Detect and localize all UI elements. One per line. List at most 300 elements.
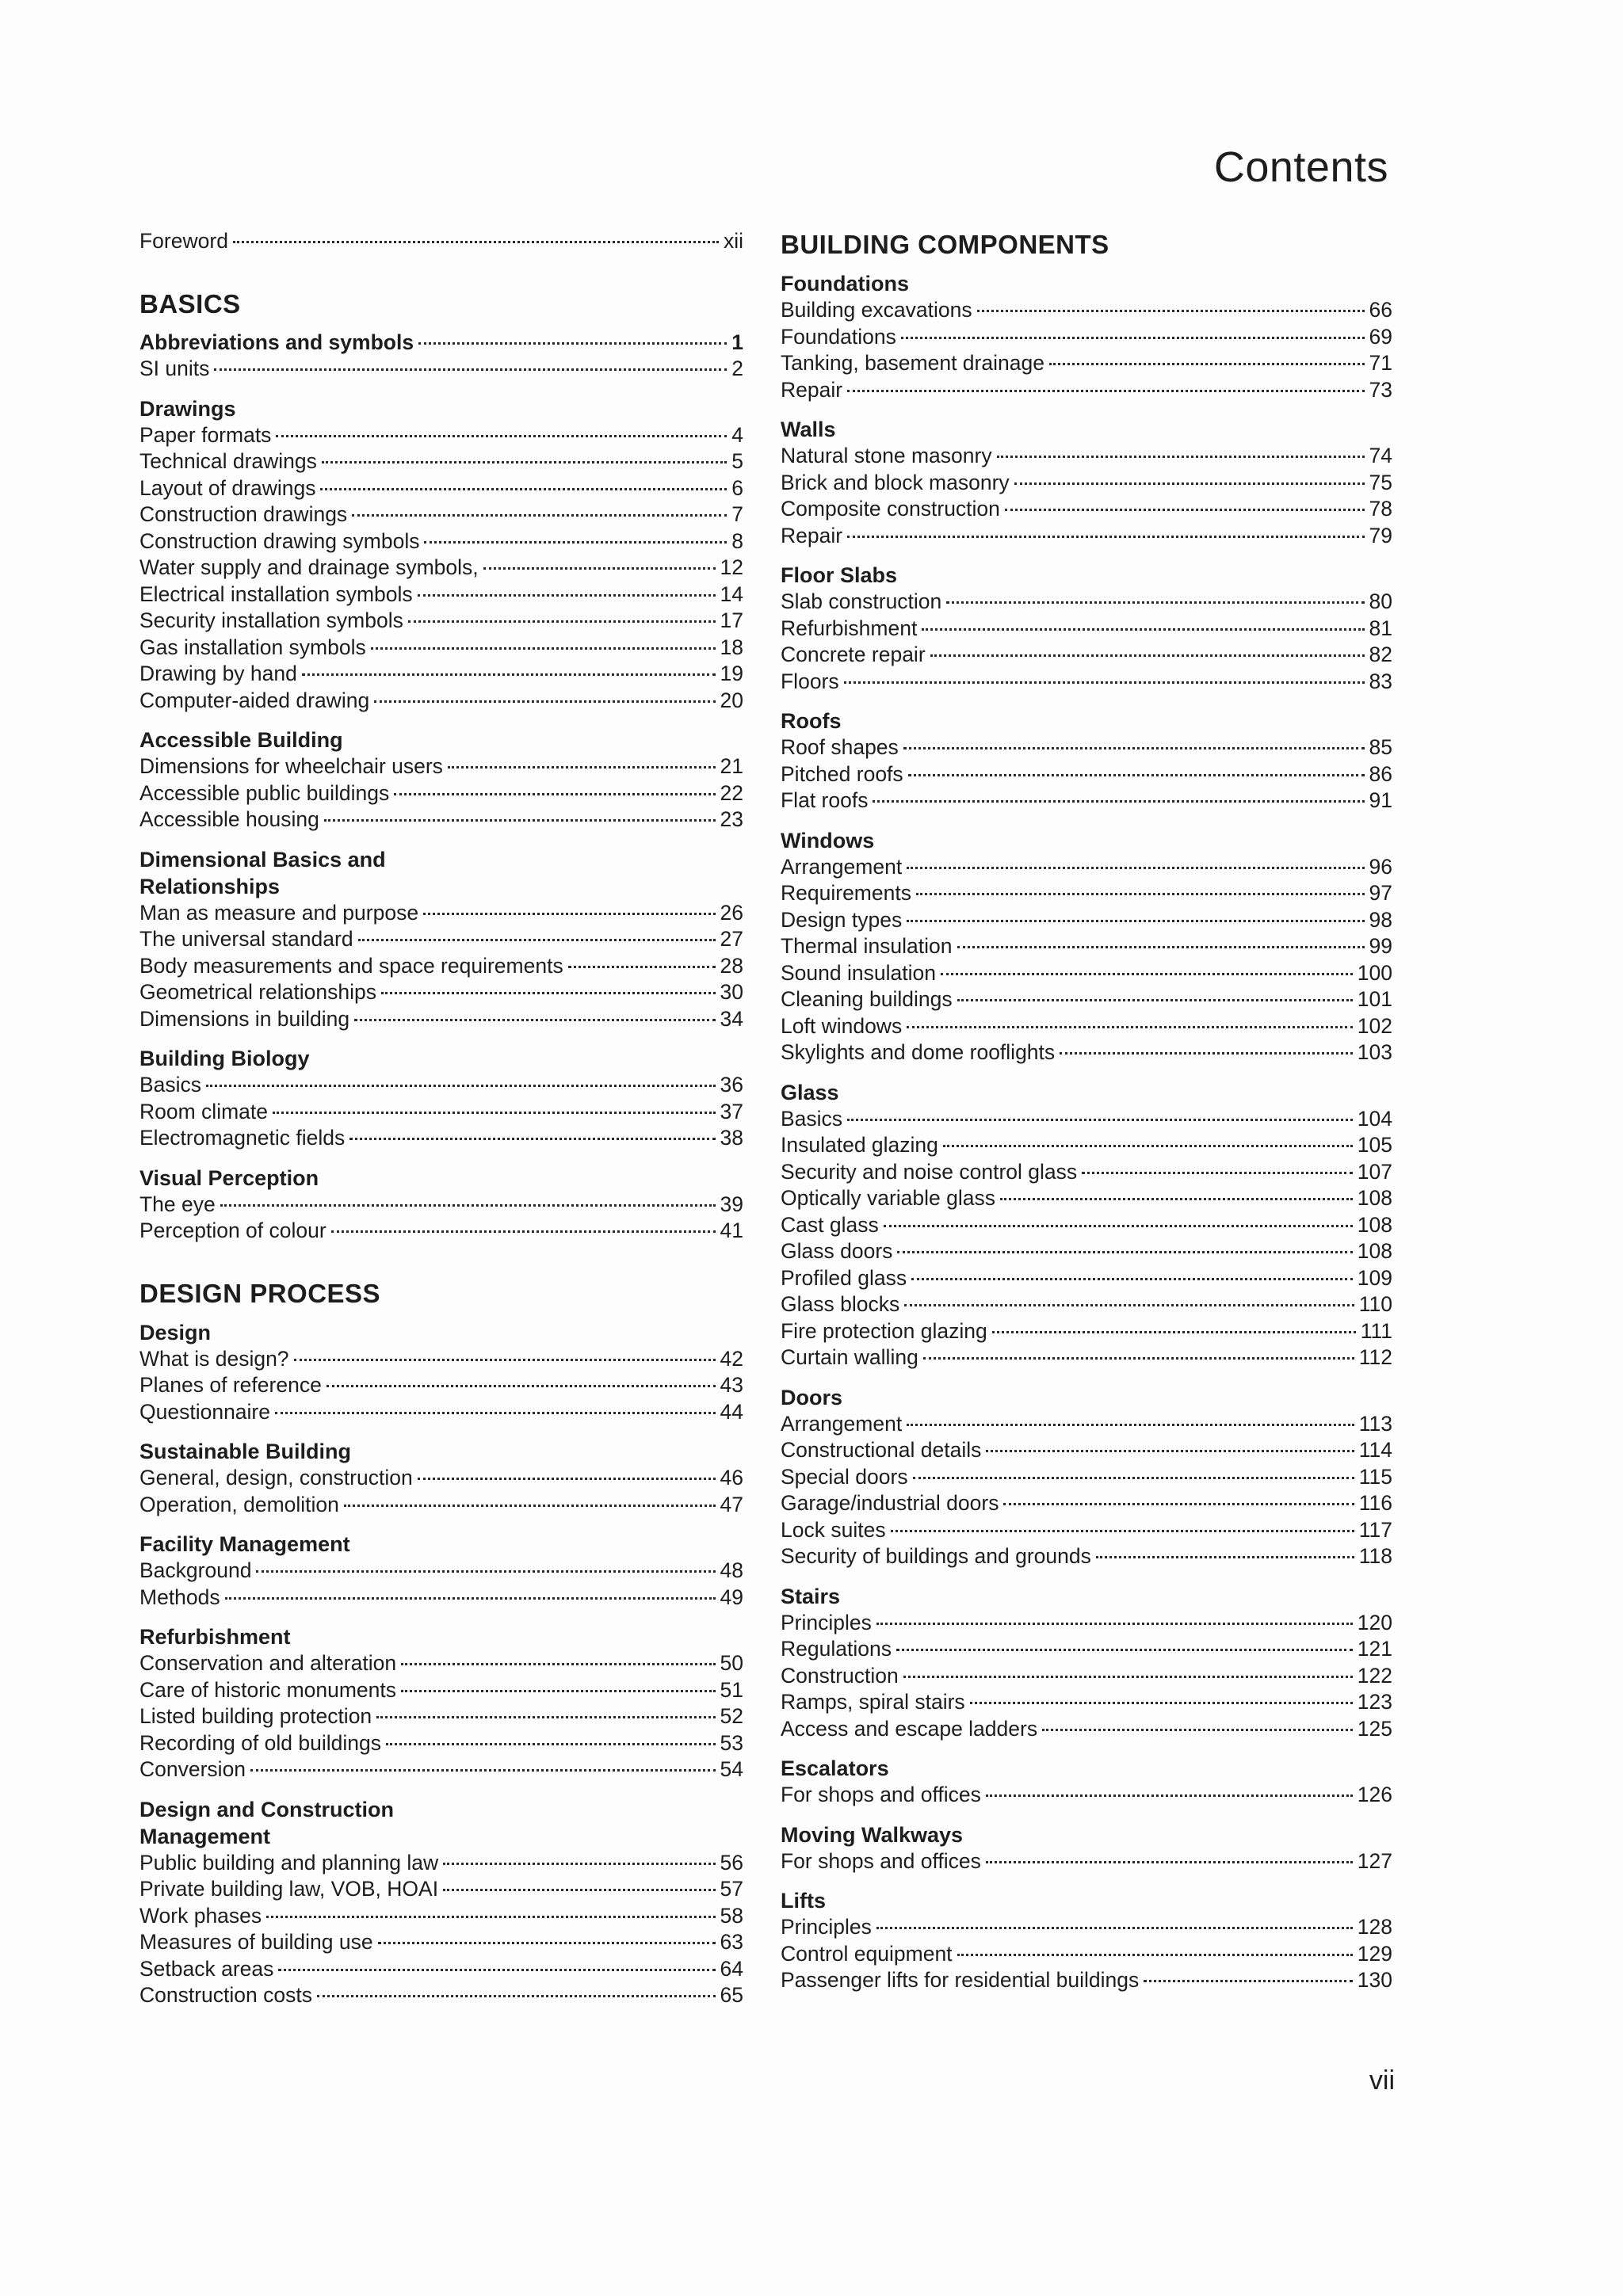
entry-title: Natural stone masonry [781, 444, 992, 467]
entry-title: Ramps, spiral stairs [781, 1690, 965, 1714]
toc-entry[interactable] [139, 926, 743, 953]
entry-title: Dimensions for wheelchair users [139, 754, 443, 778]
toc-section [781, 270, 1392, 403]
section-title: Doors [781, 1385, 843, 1409]
section-title: Dimensional Basics and Relationships [139, 847, 386, 898]
entry-page: 54 [720, 1757, 743, 1781]
entry-page: 125 [1357, 1716, 1392, 1741]
toc-section [781, 827, 1392, 1066]
section-title: Roofs [781, 709, 842, 733]
toc-section [139, 727, 743, 833]
dot-leader [913, 1477, 1354, 1479]
toc-entry[interactable] [139, 422, 743, 449]
entry-page: 6 [731, 475, 743, 500]
toc-entry[interactable] [781, 1543, 1392, 1570]
toc-entry[interactable] [781, 350, 1392, 377]
toc-entry[interactable] [139, 502, 743, 528]
entry-title: Measures of building use [139, 1930, 373, 1954]
dot-leader [275, 1412, 716, 1414]
entry-title: Room climate [139, 1099, 268, 1123]
dot-leader [922, 628, 1364, 631]
toc-entry[interactable] [781, 1039, 1392, 1066]
dot-leader [896, 1649, 1353, 1651]
toc-section [781, 1887, 1392, 1994]
dot-leader [844, 681, 1365, 684]
entry-title: Security of buildings and grounds [781, 1544, 1091, 1568]
toc-entry[interactable] [781, 523, 1392, 550]
toc-section [139, 1165, 743, 1245]
entry-title: Man as measure and purpose [139, 900, 419, 925]
dot-leader [1049, 363, 1365, 365]
entry-title: SI units [139, 357, 210, 380]
toc-entry[interactable] [139, 1218, 743, 1245]
entry-page: 108 [1357, 1212, 1392, 1237]
toc-entry[interactable] [139, 635, 743, 662]
toc-entry[interactable] [139, 1730, 743, 1757]
toc-entry[interactable] [781, 1437, 1392, 1464]
toc-entry[interactable] [139, 1346, 743, 1373]
entry-page: 34 [720, 1006, 743, 1031]
toc-entry[interactable] [781, 1238, 1392, 1265]
dot-leader [957, 946, 1365, 948]
entry-page: 57 [720, 1877, 743, 1901]
entry-page: 103 [1357, 1040, 1392, 1064]
entry-title: Background [139, 1558, 252, 1582]
toc-entry[interactable] [139, 330, 743, 357]
entry-page: 65 [720, 1983, 743, 2007]
toc-entry[interactable] [781, 1291, 1392, 1318]
dot-leader [907, 1026, 1353, 1028]
toc-entry[interactable] [781, 616, 1392, 643]
entry-page: 14 [720, 582, 743, 606]
dot-leader [876, 1927, 1353, 1929]
toc-entry[interactable] [781, 470, 1392, 497]
toc-entry[interactable] [781, 1941, 1392, 1968]
dot-leader [317, 1995, 716, 1997]
dot-leader [423, 913, 715, 915]
entry-title: Electrical installation symbols [139, 582, 413, 606]
toc-entry[interactable] [139, 1192, 743, 1219]
dot-leader [847, 1119, 1353, 1121]
entry-page: 130 [1357, 1968, 1392, 1992]
entry-page: 100 [1357, 960, 1392, 985]
section-title: Moving Walkways [781, 1822, 964, 1847]
dot-leader [977, 310, 1365, 312]
entry-page: 113 [1358, 1411, 1392, 1436]
dot-leader [276, 435, 727, 437]
entry-title: Basics [781, 1106, 843, 1131]
entry-title: Accessible public buildings [139, 780, 390, 805]
entry-page: 128 [1357, 1915, 1392, 1939]
toc-entry[interactable] [139, 1677, 743, 1704]
entry-page: 2 [731, 357, 743, 380]
toc-entry[interactable] [781, 642, 1392, 669]
entry-title: Glass blocks [781, 1292, 900, 1316]
entry-page: 121 [1357, 1637, 1392, 1661]
toc-entry[interactable] [781, 788, 1392, 814]
toc-entry[interactable] [781, 1716, 1392, 1743]
dot-leader [278, 1969, 715, 1971]
entry-title: Arrangement [781, 1411, 903, 1436]
dot-leader [327, 1385, 716, 1387]
entry-title: Repair [781, 523, 843, 547]
toc-entry[interactable] [781, 907, 1392, 934]
entry-page: 75 [1369, 470, 1392, 494]
dot-leader [225, 1597, 716, 1600]
toc-entry[interactable] [781, 1663, 1392, 1690]
dot-leader [903, 1676, 1353, 1678]
entry-title: Cleaning buildings [781, 987, 953, 1011]
entry-title: Floors [781, 669, 839, 693]
entry-title: For shops and offices [781, 1783, 981, 1806]
toc-entry[interactable] [781, 1132, 1392, 1159]
toc-entry[interactable] [781, 761, 1392, 788]
toc-entry[interactable] [781, 1782, 1392, 1809]
toc-entry[interactable] [139, 780, 743, 807]
toc-entry[interactable] [781, 1106, 1392, 1133]
toc-entry[interactable] [781, 496, 1392, 523]
dot-leader [424, 541, 727, 543]
toc-entry[interactable] [139, 1465, 743, 1492]
entry-page: 39 [720, 1192, 743, 1216]
entry-title: Conversion [139, 1757, 246, 1781]
entry-page: 37 [720, 1099, 743, 1123]
dot-leader [903, 747, 1365, 749]
toc-entry[interactable] [139, 1072, 743, 1099]
dot-leader [233, 241, 719, 243]
toc-entry[interactable] [139, 608, 743, 635]
entry-page: 17 [720, 608, 743, 632]
entry-title: Glass doors [781, 1239, 893, 1263]
dot-leader [970, 1702, 1353, 1704]
entry-page: 74 [1369, 444, 1392, 467]
entry-title: Electromagnetic fields [139, 1126, 346, 1150]
entry-page: 118 [1358, 1544, 1392, 1568]
toc-section [139, 1531, 743, 1611]
entry-title: Loft windows [781, 1013, 903, 1038]
toc-entry[interactable] [139, 1703, 743, 1730]
entry-page: 23 [720, 807, 743, 831]
entry-title: Design types [781, 907, 903, 932]
toc-entry[interactable] [781, 1517, 1392, 1544]
entry-page: 85 [1369, 735, 1392, 759]
toc-entry[interactable] [139, 356, 743, 383]
section-title: Facility Management [139, 1532, 350, 1556]
toc-entry[interactable] [781, 324, 1392, 351]
dot-leader [891, 1530, 1354, 1532]
entry-page: 123 [1357, 1690, 1392, 1714]
section-title: Drawings [139, 396, 236, 421]
section-title: Walls [781, 418, 836, 441]
toc-entry[interactable] [781, 1848, 1392, 1875]
entry-page: 41 [720, 1219, 743, 1242]
toc-entry[interactable] [781, 1212, 1392, 1239]
entry-page: 73 [1369, 377, 1392, 402]
toc-entry[interactable] [139, 1903, 743, 1930]
toc-entry[interactable] [139, 1492, 743, 1519]
section-title: Visual Perception [139, 1165, 319, 1190]
dot-leader [374, 700, 715, 703]
section-title: Windows [781, 828, 875, 852]
dot-leader [401, 1690, 715, 1692]
entry-title: Layout of drawings [139, 475, 316, 500]
entry-title: Foreword [139, 229, 228, 253]
toc-entry[interactable] [781, 1689, 1392, 1716]
dot-leader [992, 1331, 1356, 1333]
entry-page: 19 [720, 662, 743, 685]
dot-leader [873, 800, 1364, 803]
right-parts [781, 229, 1392, 1994]
dot-leader [884, 1225, 1353, 1227]
dot-leader [908, 774, 1365, 776]
toc-entry[interactable] [139, 1756, 743, 1783]
entry-title: Construction costs [139, 1983, 312, 2007]
toc-section [781, 416, 1392, 549]
toc-entry[interactable] [139, 753, 743, 780]
toc-entry[interactable] [781, 1464, 1392, 1491]
toc-entry[interactable] [781, 734, 1392, 761]
part-heading: BUILDING COMPONENTS [781, 230, 1109, 259]
entry-title: Setback areas [139, 1956, 274, 1981]
entry-title: Security installation symbols [139, 608, 403, 632]
toc-entry[interactable] [781, 1159, 1392, 1186]
entry-page: 111 [1360, 1318, 1392, 1343]
entry-title: Private building law, VOB, HOAI [139, 1877, 439, 1901]
dot-leader [923, 1357, 1354, 1360]
entry-page: 20 [720, 688, 743, 712]
toc-entry[interactable] [781, 1344, 1392, 1371]
entry-title: Security and noise control glass [781, 1159, 1078, 1184]
toc-entry[interactable] [781, 1318, 1392, 1345]
entry-page: 112 [1358, 1345, 1392, 1369]
toc-entry[interactable] [781, 1265, 1392, 1292]
dot-leader [907, 1424, 1354, 1426]
dot-leader [1082, 1172, 1353, 1174]
toc-section [139, 1623, 743, 1783]
dot-leader [381, 992, 716, 994]
dot-leader [1144, 1980, 1353, 1982]
entry-title: Building excavations [781, 298, 972, 322]
entry-page: 42 [720, 1346, 743, 1371]
dot-leader [901, 337, 1365, 339]
toc-entry[interactable] [781, 443, 1392, 470]
dot-leader [220, 1204, 716, 1207]
dot-leader [1003, 1503, 1354, 1505]
toc-entry[interactable] [781, 669, 1392, 696]
toc-entry[interactable] [139, 582, 743, 608]
dot-leader [418, 594, 716, 597]
toc-entry[interactable] [781, 1490, 1392, 1517]
entry-title: Concrete repair [781, 643, 926, 666]
dot-leader [386, 1743, 716, 1745]
dot-leader [943, 1145, 1353, 1147]
part-heading: DESIGN PROCESS [139, 1278, 381, 1308]
toc-entry[interactable] [139, 688, 743, 715]
entry-title: Construction [781, 1663, 899, 1688]
entry-title: Body measurements and space requirements [139, 953, 563, 978]
entry-title: Lock suites [781, 1517, 886, 1542]
toc-entry[interactable] [781, 933, 1392, 960]
entry-title: Geometrical relationships [139, 980, 376, 1004]
entry-title: Skylights and dome rooflights [781, 1040, 1056, 1064]
entry-page: 52 [720, 1704, 743, 1728]
dot-leader [448, 766, 716, 769]
entry-title: Tanking, basement drainage [781, 351, 1044, 375]
entry-title: Principles [781, 1610, 872, 1634]
dot-leader [1096, 1556, 1354, 1558]
entry-page: 114 [1358, 1438, 1392, 1462]
entry-page: 78 [1369, 497, 1392, 521]
entry-title: Cast glass [781, 1212, 879, 1237]
toc-entry[interactable] [781, 1013, 1392, 1040]
toc-entry[interactable] [781, 854, 1392, 881]
toc-entry[interactable] [781, 297, 1392, 324]
entry-page: 69 [1369, 324, 1392, 349]
toc-entry[interactable] [139, 900, 743, 927]
toc-entry[interactable] [139, 1125, 743, 1152]
entry-title: Garage/industrial doors [781, 1491, 999, 1515]
entry-page: 47 [720, 1492, 743, 1516]
section-title: Accessible Building [139, 728, 343, 752]
entry-title: Planes of reference [139, 1373, 322, 1397]
dot-leader [250, 1769, 715, 1772]
toc-entry[interactable] [139, 1956, 743, 1983]
entry-page: 98 [1369, 907, 1392, 932]
toc-entry[interactable] [139, 1399, 743, 1426]
dot-leader [354, 1019, 715, 1021]
left-parts [139, 288, 743, 2009]
foreword-entry [139, 228, 743, 255]
entry-page: 27 [720, 927, 743, 951]
toc-section [781, 562, 1392, 695]
dot-leader [941, 973, 1353, 975]
entry-title: Passenger lifts for residential buildings [781, 1968, 1140, 1992]
toc-section [781, 1821, 1392, 1875]
toc-section [781, 1583, 1392, 1743]
dot-leader [957, 999, 1353, 1001]
toc-entry[interactable] [781, 1636, 1392, 1663]
toc-entry[interactable] [139, 448, 743, 475]
dot-leader [206, 1085, 715, 1087]
toc-entry[interactable] [781, 589, 1392, 616]
dot-leader [907, 867, 1364, 869]
entry-title: Sound insulation [781, 960, 936, 985]
entry-title: Slab construction [781, 589, 942, 613]
toc-entry[interactable] [781, 1185, 1392, 1212]
dot-leader [331, 1230, 716, 1233]
entry-page: 36 [720, 1073, 743, 1097]
toc-entry[interactable] [139, 1372, 743, 1399]
entry-page: 129 [1357, 1941, 1392, 1966]
entry-title: Listed building protection [139, 1704, 372, 1728]
dot-leader [371, 647, 716, 650]
entry-page: 56 [720, 1850, 743, 1875]
toc-entry[interactable] [139, 1850, 743, 1877]
toc-entry[interactable] [139, 1982, 743, 2009]
toc-entry[interactable] [139, 528, 743, 555]
dot-leader [907, 920, 1364, 922]
section-title: Stairs [781, 1584, 841, 1608]
page-number: vii [1369, 2065, 1395, 2096]
dot-leader [904, 1304, 1354, 1306]
entry-title: Arrangement [781, 854, 903, 879]
toc-entry[interactable] [781, 880, 1392, 907]
section-title: Floor Slabs [781, 563, 898, 587]
toc-entry[interactable] [139, 807, 743, 833]
toc-entry[interactable] [139, 661, 743, 688]
dot-leader [1060, 1052, 1353, 1055]
toc-entry[interactable] [139, 1099, 743, 1126]
toc-entry[interactable] [139, 1558, 743, 1585]
toc-section [139, 1045, 743, 1152]
toc-entry[interactable] [139, 953, 743, 980]
toc-entry[interactable] [139, 1929, 743, 1956]
toc-entry[interactable] [781, 1411, 1392, 1438]
entry-title: Construction drawings [139, 502, 348, 526]
entry-page: 58 [720, 1903, 743, 1928]
toc-entry[interactable] [781, 1967, 1392, 1994]
entry-title: For shops and offices [781, 1848, 981, 1873]
entry-page: 97 [1369, 881, 1392, 905]
entry-page: 115 [1358, 1464, 1392, 1489]
toc-entry[interactable] [139, 1585, 743, 1611]
toc-entry[interactable] [139, 1876, 743, 1903]
entry-page: 83 [1369, 669, 1392, 693]
entry-title: Accessible housing [139, 807, 319, 831]
entry-title: Roof shapes [781, 735, 899, 759]
toc-entry[interactable] [139, 228, 743, 255]
toc-entry[interactable] [781, 1914, 1392, 1941]
entry-page: 5 [731, 449, 743, 473]
entry-title: Technical drawings [139, 449, 317, 473]
entry-title: Abbreviations and symbols [139, 330, 414, 354]
dot-leader [916, 893, 1365, 895]
toc-entry[interactable] [139, 979, 743, 1006]
dot-leader [897, 1251, 1352, 1253]
entry-page: 120 [1357, 1610, 1392, 1634]
entry-page: 99 [1369, 934, 1392, 958]
dot-leader [401, 1663, 715, 1665]
entry-page: 108 [1357, 1239, 1392, 1263]
entry-title: Foundations [781, 324, 896, 349]
toc-entry[interactable] [781, 1610, 1392, 1637]
entry-page: 50 [720, 1651, 743, 1675]
page-title: Contents [1213, 143, 1388, 191]
toc-entry[interactable] [139, 1650, 743, 1677]
toc-entry[interactable] [781, 986, 1392, 1013]
toc-entry[interactable] [781, 960, 1392, 987]
entry-page: 18 [720, 635, 743, 659]
entry-page: 51 [720, 1677, 743, 1702]
toc-entry[interactable] [781, 377, 1392, 404]
entry-title: General, design, construction [139, 1466, 413, 1489]
toc-entry[interactable] [139, 555, 743, 582]
dot-leader [930, 654, 1365, 657]
entry-page: 109 [1357, 1265, 1392, 1290]
dot-leader [214, 368, 727, 371]
dot-leader [997, 456, 1365, 458]
toc-entry[interactable] [139, 1006, 743, 1033]
entry-page: 21 [720, 754, 743, 778]
dot-leader [294, 1359, 716, 1361]
entry-title: Control equipment [781, 1941, 953, 1966]
entry-title: Repair [781, 377, 843, 402]
part-heading: BASICS [139, 288, 241, 318]
toc-entry[interactable] [139, 475, 743, 502]
dot-leader [957, 1954, 1353, 1956]
entry-page: 49 [720, 1585, 743, 1609]
entry-title: The universal standard [139, 927, 353, 951]
